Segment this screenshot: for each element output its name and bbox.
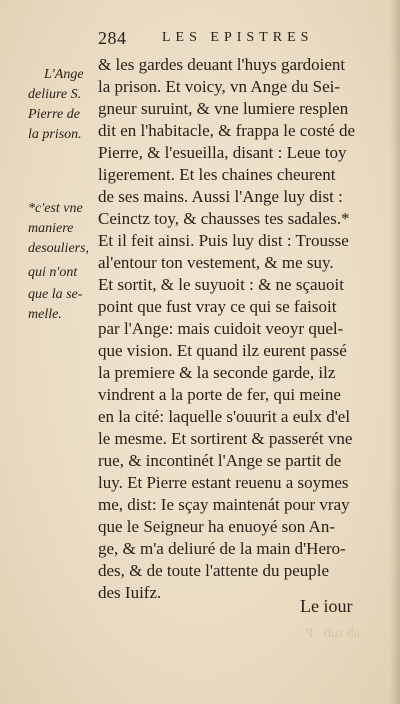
margin-note: maniere: [28, 221, 74, 236]
text-line: la prison. Et voicy, vn Ange du Sei-: [98, 77, 341, 96]
text-line: & les gardes deuant l'huys gardoient: [98, 55, 346, 74]
text-line: que le Seigneur ha enuoyé son An-: [98, 517, 335, 536]
text-line: des, & de toute l'attente du peuple: [98, 561, 330, 580]
text-line: rue, & incontinét l'Ange se partit de: [98, 451, 342, 470]
text-line: la premiere & la seconde garde, ilz: [98, 363, 336, 382]
margin-note: desouliers,: [28, 241, 90, 256]
text-line: que vision. Et quand ilz eurent passé: [98, 341, 347, 360]
margin-note: deliure S.: [28, 87, 82, 102]
text-line: en la cité: laquelle s'ouurit a eulx d'el: [98, 407, 351, 426]
text-line: Et sortit, & le suyuoit : & ne sçauoit: [98, 275, 345, 294]
text-line: Et il feit ainsi. Puis luy dist : Trousse: [98, 231, 349, 250]
text-line: ge, & m'a deliuré de la main d'Hero-: [98, 539, 346, 558]
text-line: dit en l'habitacle, & frappa le costé de: [98, 121, 356, 140]
page-gutter-shadow: [390, 0, 400, 704]
text-line: Pierre, & l'esueilla, disant : Leue toy: [98, 143, 347, 162]
text-line: gneur suruint, & vne lumiere resplen: [98, 99, 349, 118]
text-line: ligerement. Et les chaines cheurent: [98, 165, 336, 184]
page-number: 284: [98, 28, 127, 48]
margin-note: Pierre de: [28, 107, 80, 122]
page-header: [98, 28, 368, 48]
running-title: LES EPISTRES: [162, 30, 314, 45]
margin-note: L'Ange: [44, 67, 84, 82]
text-line: luy. Et Pierre estant reuenu a soymes: [98, 473, 349, 492]
text-line: Ceinctz toy, & chausses tes sadales.*: [98, 209, 350, 228]
margin-note: *c'est vne: [28, 201, 83, 216]
margin-note: melle.: [28, 307, 62, 322]
text-line: vindrent a la porte de fer, qui meine: [98, 385, 341, 404]
margin-note: la prison.: [28, 127, 82, 142]
margin-note: que la se-: [28, 287, 83, 302]
text-line: me, dist: Ie sçay maintenát pour vray: [98, 495, 350, 514]
margin-note: qui n'ont: [28, 265, 78, 280]
bleed-through-text: ab sub . P: [305, 626, 360, 641]
text-line: des Iuifz.: [98, 583, 162, 602]
catchword: Le iour: [300, 596, 353, 616]
text-line: le mesme. Et sortirent & passerét vne: [98, 429, 353, 448]
text-line: al'entour ton vestement, & me suy.: [98, 253, 334, 272]
text-line: par l'Ange: mais cuidoit veoyr quel-: [98, 319, 344, 338]
text-line: point que fust vray ce qui se faisoit: [98, 297, 337, 316]
text-line: de ses mains. Aussi l'Ange luy dist :: [98, 187, 343, 206]
